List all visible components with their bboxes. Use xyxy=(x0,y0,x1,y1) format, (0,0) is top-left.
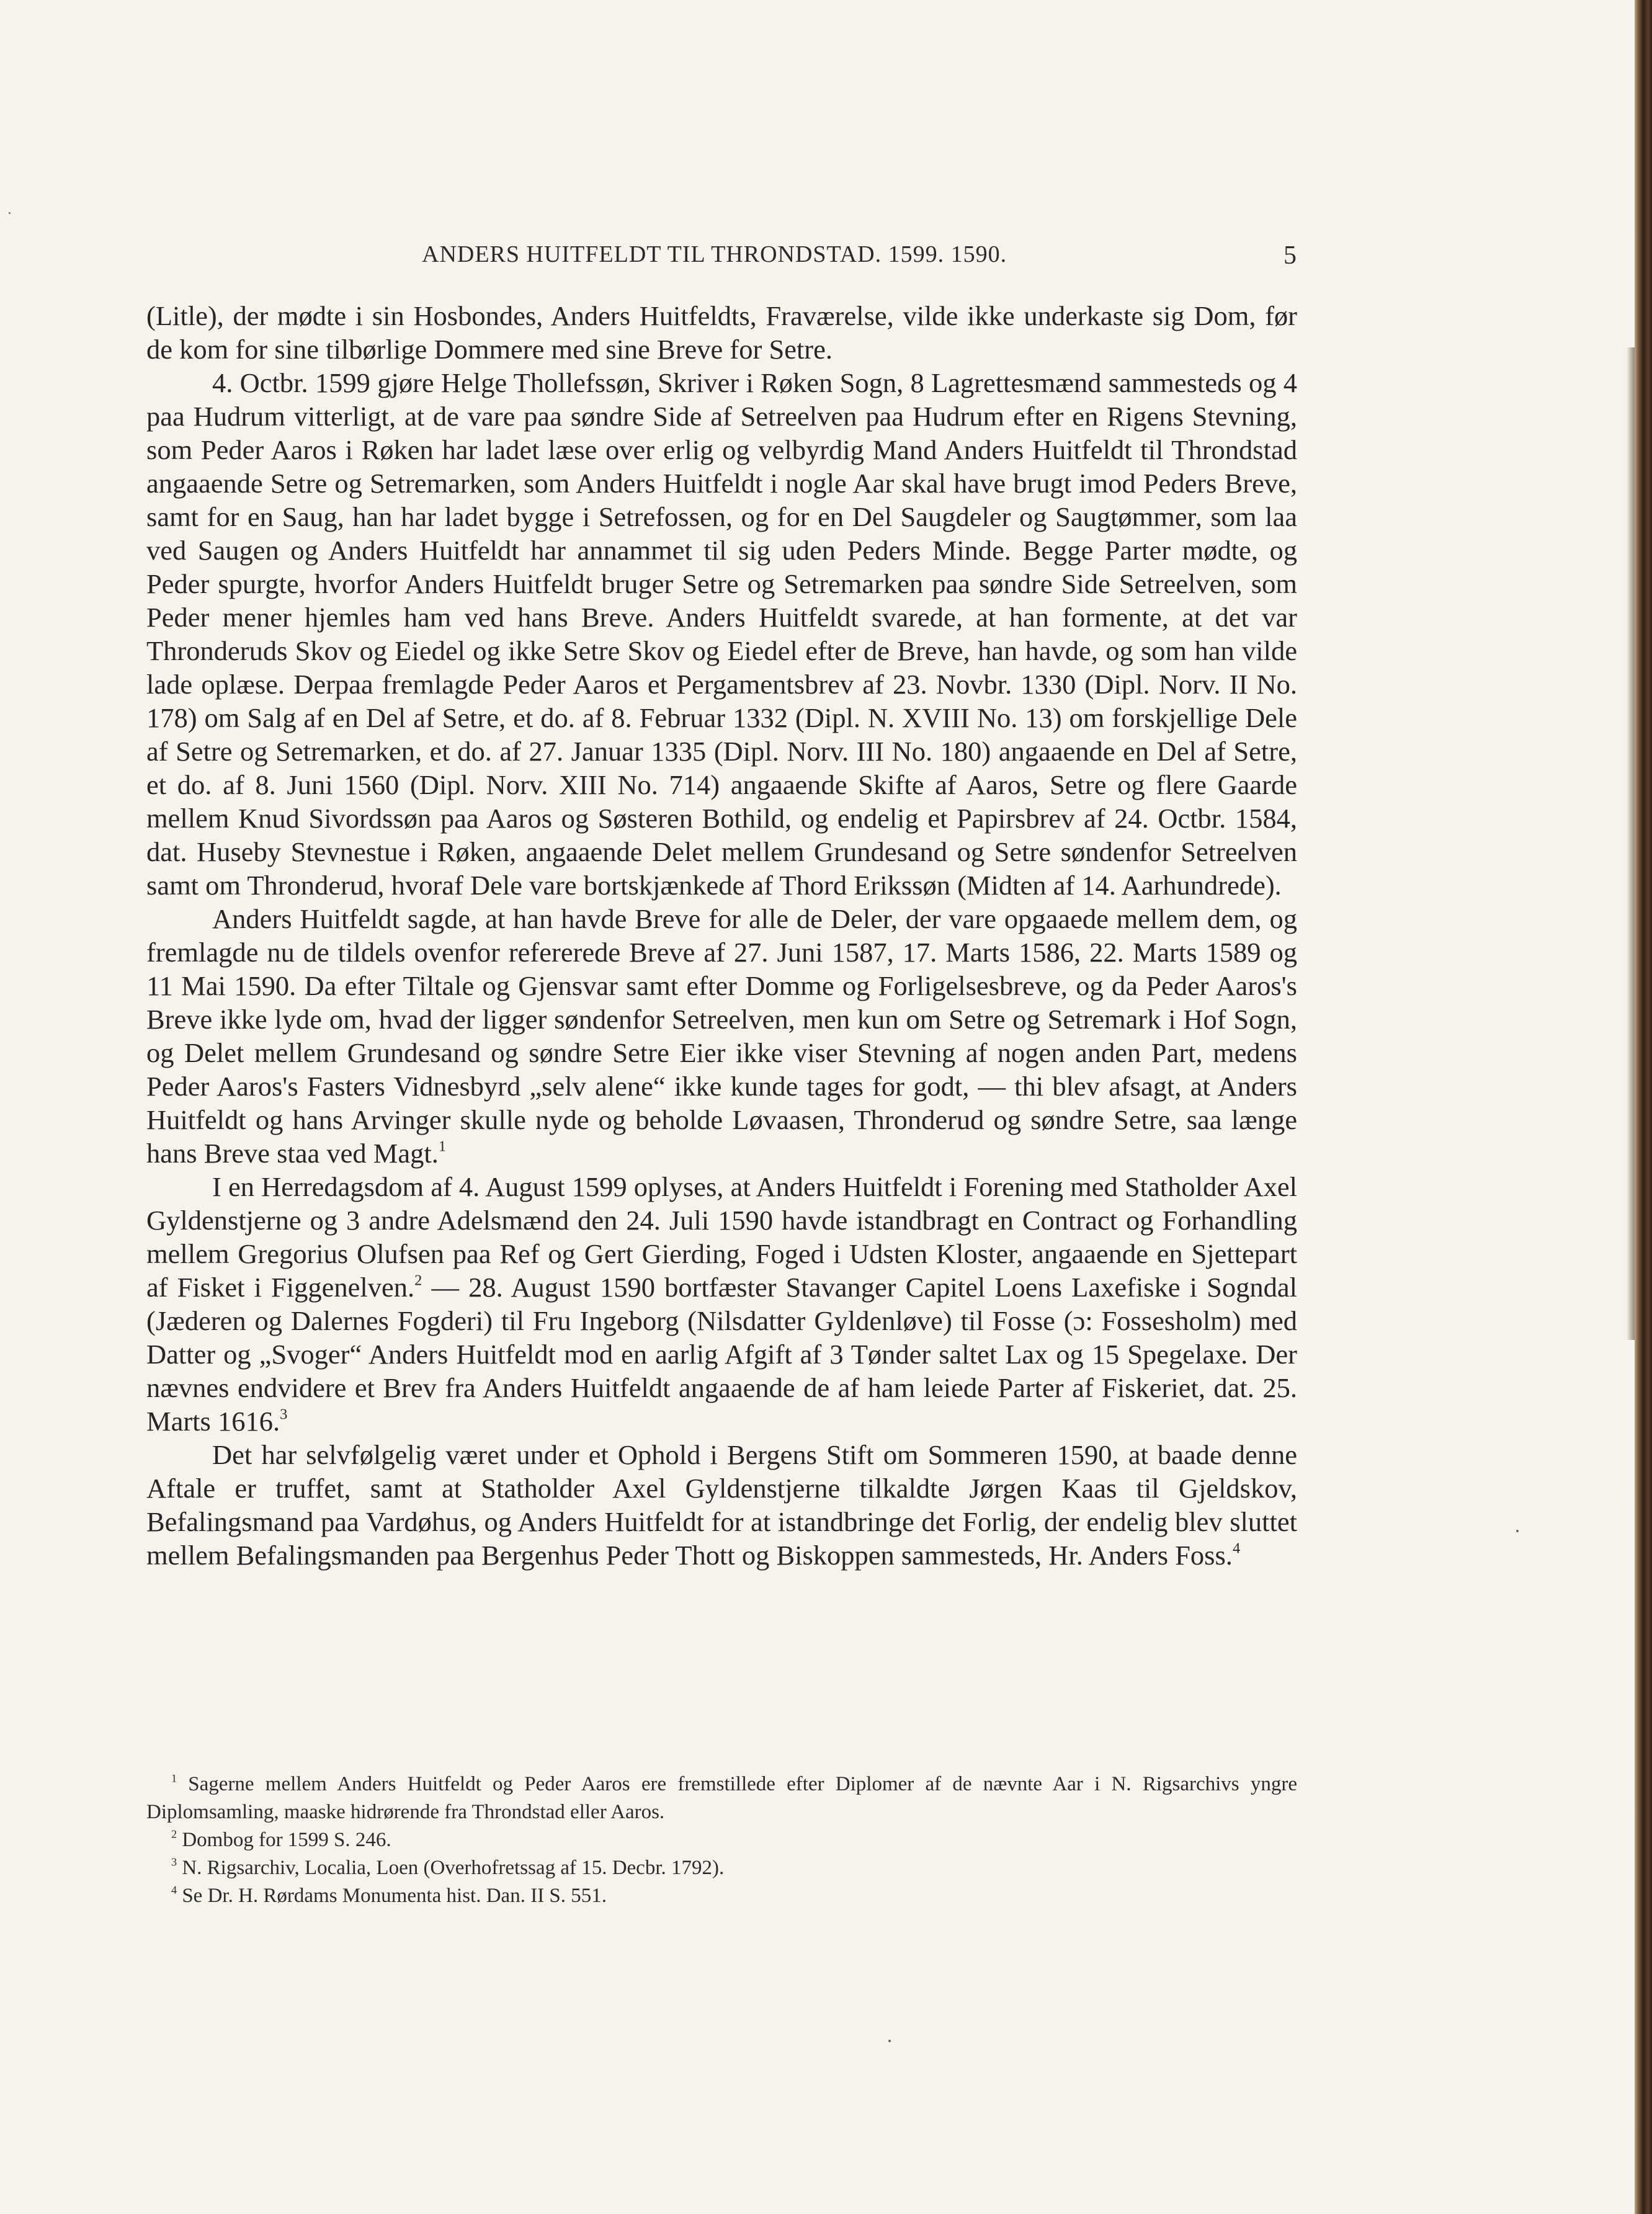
running-title: ANDERS HUITFELDT TIL THRONDSTAD. 1599. 1590. xyxy=(422,241,1007,267)
page-number: 5 xyxy=(1284,241,1297,270)
footnote-ref: 2 xyxy=(414,1272,422,1289)
footnote-ref: 4 xyxy=(1232,1540,1241,1557)
footnote-mark: 3 xyxy=(171,1855,177,1868)
paragraph-text: Anders Huitfeldt sagde, at han havde Breve for alle de Deler, der vare opgaaede mellem dem, og fremlagde nu de tildels ovenfor refererede Breve af 27. Juni 1587, 17. Marts 1586, 22. Marts 1589 og 11 Mai 1590. Da efter Tiltale og Gjensvar samt efter Domme og Forligelsesbreve, og da Peder Aaros's Breve ikke lyde om, hvad der ligger søndenfor Setreelven, men kun om Setre og Setremark i Hof Sogn, og Delet mellem Grundesand og søndre Setre Eier ikke viser Stevning af nogen anden Part, medens Peder Aaros's Fasters Vidnesbyrd „selv alene“ ikke kunde tages for godt, — thi blev afsagt, at Anders Huitfeldt og hans Arvinger skulle nyde og beholde Løvaasen, Thronderud og søndre Setre, saa længe hans Breve staa ved Magt. xyxy=(146,903,1297,1169)
paragraph-text: I en Herredagsdom af 4. August 1599 oplyses, at Anders Huitfeldt i Forening med Statholder Axel Gyldenstjerne og 3 andre Adelsmænd den 24. Juli 1590 havde istandbragt en Contract og Forhandling mellem Gregorius Olufsen paa Ref og Gert Gierding, Foged i Udsten Kloster, angaaende en Sjettepart af Fisket i Figgenelven. xyxy=(146,1171,1297,1303)
book-binding-edge xyxy=(1635,0,1652,2214)
footnote-ref: 3 xyxy=(280,1406,288,1423)
footnotes xyxy=(146,1770,1297,1910)
footnote-text: Sagerne mellem Anders Huitfeldt og Peder Aaros ere fremstillede efter Diplomer af de nævnte Aar i N. Rigsarchivs yngre Diplomsamling, maaske hidrørende fra Throndstad eller Aaros. xyxy=(146,1773,1297,1823)
footnote-ref: 1 xyxy=(438,1138,447,1155)
paragraph-text: Det har selvfølgelig været under et Ophold i Bergens Stift om Sommeren 1590, at baade denne Aftale er truffet, samt at Statholder Axel Gyldenstjerne tilkaldte Jørgen Kaas til Gjeldskov, Befalingsmand paa Vardøhus, og Anders Huitfeldt for at istandbringe det Forlig, der endelig blev sluttet mellem Befalingsmanden paa Bergenhus Peder Thott og Biskoppen sammesteds, Hr. Anders Foss. xyxy=(146,1439,1297,1571)
main-text xyxy=(146,299,1297,1572)
paper-speck xyxy=(888,2040,891,2042)
paragraph xyxy=(146,1438,1297,1572)
footnote xyxy=(146,1826,1297,1854)
footnote xyxy=(146,1882,1297,1910)
paragraph: 4. Octbr. 1599 gjøre Helge Thollefssøn, Skriver i Røken Sogn, 8 Lagrettesmænd sammesteds og 4 paa Hudrum vitterligt, at de vare paa søndre Side af Setreelven paa Hudrum efter en Rigens Stevning, som Peder Aaros i Røken har ladet læse over erlig og velbyrdig Mand Anders Huitfeldt til Throndstad angaaende Setre og Setremarken, som Anders Huitfeldt i nogle Aar skal have brugt imod Peders Breve, samt for en Saug, han har ladet bygge i Setrefossen, og for en Del Saugdeler og Saugtømmer, som laa ved Saugen og Anders Huitfeldt har annammet til sig uden Peders Minde. Begge Parter mødte, og Peder spurgte, hvorfor Anders Huitfeldt bruger Setre og Setremarken paa søndre Side Setreelven, som Peder mener hjemles ham ved hans Breve. Anders Huitfeldt svarede, at han formente, at det var Thronderuds Skov og Eiedel og ikke Setre Skov og Eiedel efter de Breve, han havde, og som han vilde lade oplæse. Derpaa fremlagde Peder Aaros et Pergamentsbrev af 23. Novbr. 1330 (Dipl. Norv. II No. 178) om Salg af en Del af Setre, et do. af 8. Februar 1332 (Dipl. N. XVIII No. 13) om forskjellige Dele af Setre og Setremarken, et do. af 27. Januar 1335 (Dipl. Norv. III No. 180) angaaende en Del af Setre, et do. af 8. Juni 1560 (Dipl. Norv. XIII No. 714) angaaende Skifte af Aaros, Setre og flere Gaarde mellem Knud Sivordssøn paa Aaros og Søsteren Bothild, og endelig et Papirsbrev af 24. Octbr. 1584, dat. Huseby Stevnestue i Røken, angaaende Delet mellem Grundesand og Setre søndenfor Setreelven samt om Thronderud, hvoraf Dele vare bortskjænkede af Thord Erikssøn (Midten af 14. Aarhundrede). xyxy=(146,367,1297,901)
footnote-text: Se Dr. H. Rørdams Monumenta hist. Dan. II S. 551. xyxy=(182,1885,607,1907)
paragraph: (Litle), der mødte i sin Hosbondes, Anders Huitfeldts, Fraværelse, vilde ikke underkaste sig Dom, før de kom for sine tilbørlige Dommere med sine Breve for Setre. xyxy=(146,300,1297,365)
paragraph xyxy=(146,1170,1297,1438)
footnote-mark: 2 xyxy=(171,1828,177,1841)
footnote xyxy=(146,1854,1297,1882)
footnote-mark: 4 xyxy=(171,1883,177,1896)
paragraph xyxy=(146,902,1297,1170)
footnote-text: N. Rigsarchiv, Localia, Loen (Overhofretssag af 15. Decbr. 1792). xyxy=(182,1857,725,1879)
paper-speck xyxy=(9,212,11,214)
paper-speck xyxy=(1516,1530,1519,1532)
footnote-mark: 1 xyxy=(171,1772,177,1785)
paragraph-text: — 28. August 1590 bortfæster Stavanger Capitel Loens Laxefiske i Sogndal (Jæderen og Dalernes Fogderi) til Fru Ingeborg (Nilsdatter Gyldenløve) til Fosse (ɔ: Fossesholm) med Datter og „Svoger“ Anders Huitfeldt mod en aarlig Afgift af 3 Tønder saltet Lax og 15 Spegelaxe. Der nævnes endvidere et Brev fra Anders Huitfeldt angaaende de af ham leiede Parter af Fiskeriet, dat. 25. Marts 1616. xyxy=(146,1272,1297,1437)
footnote xyxy=(146,1770,1297,1826)
footnote-text: Dombog for 1599 S. 246. xyxy=(182,1829,391,1851)
